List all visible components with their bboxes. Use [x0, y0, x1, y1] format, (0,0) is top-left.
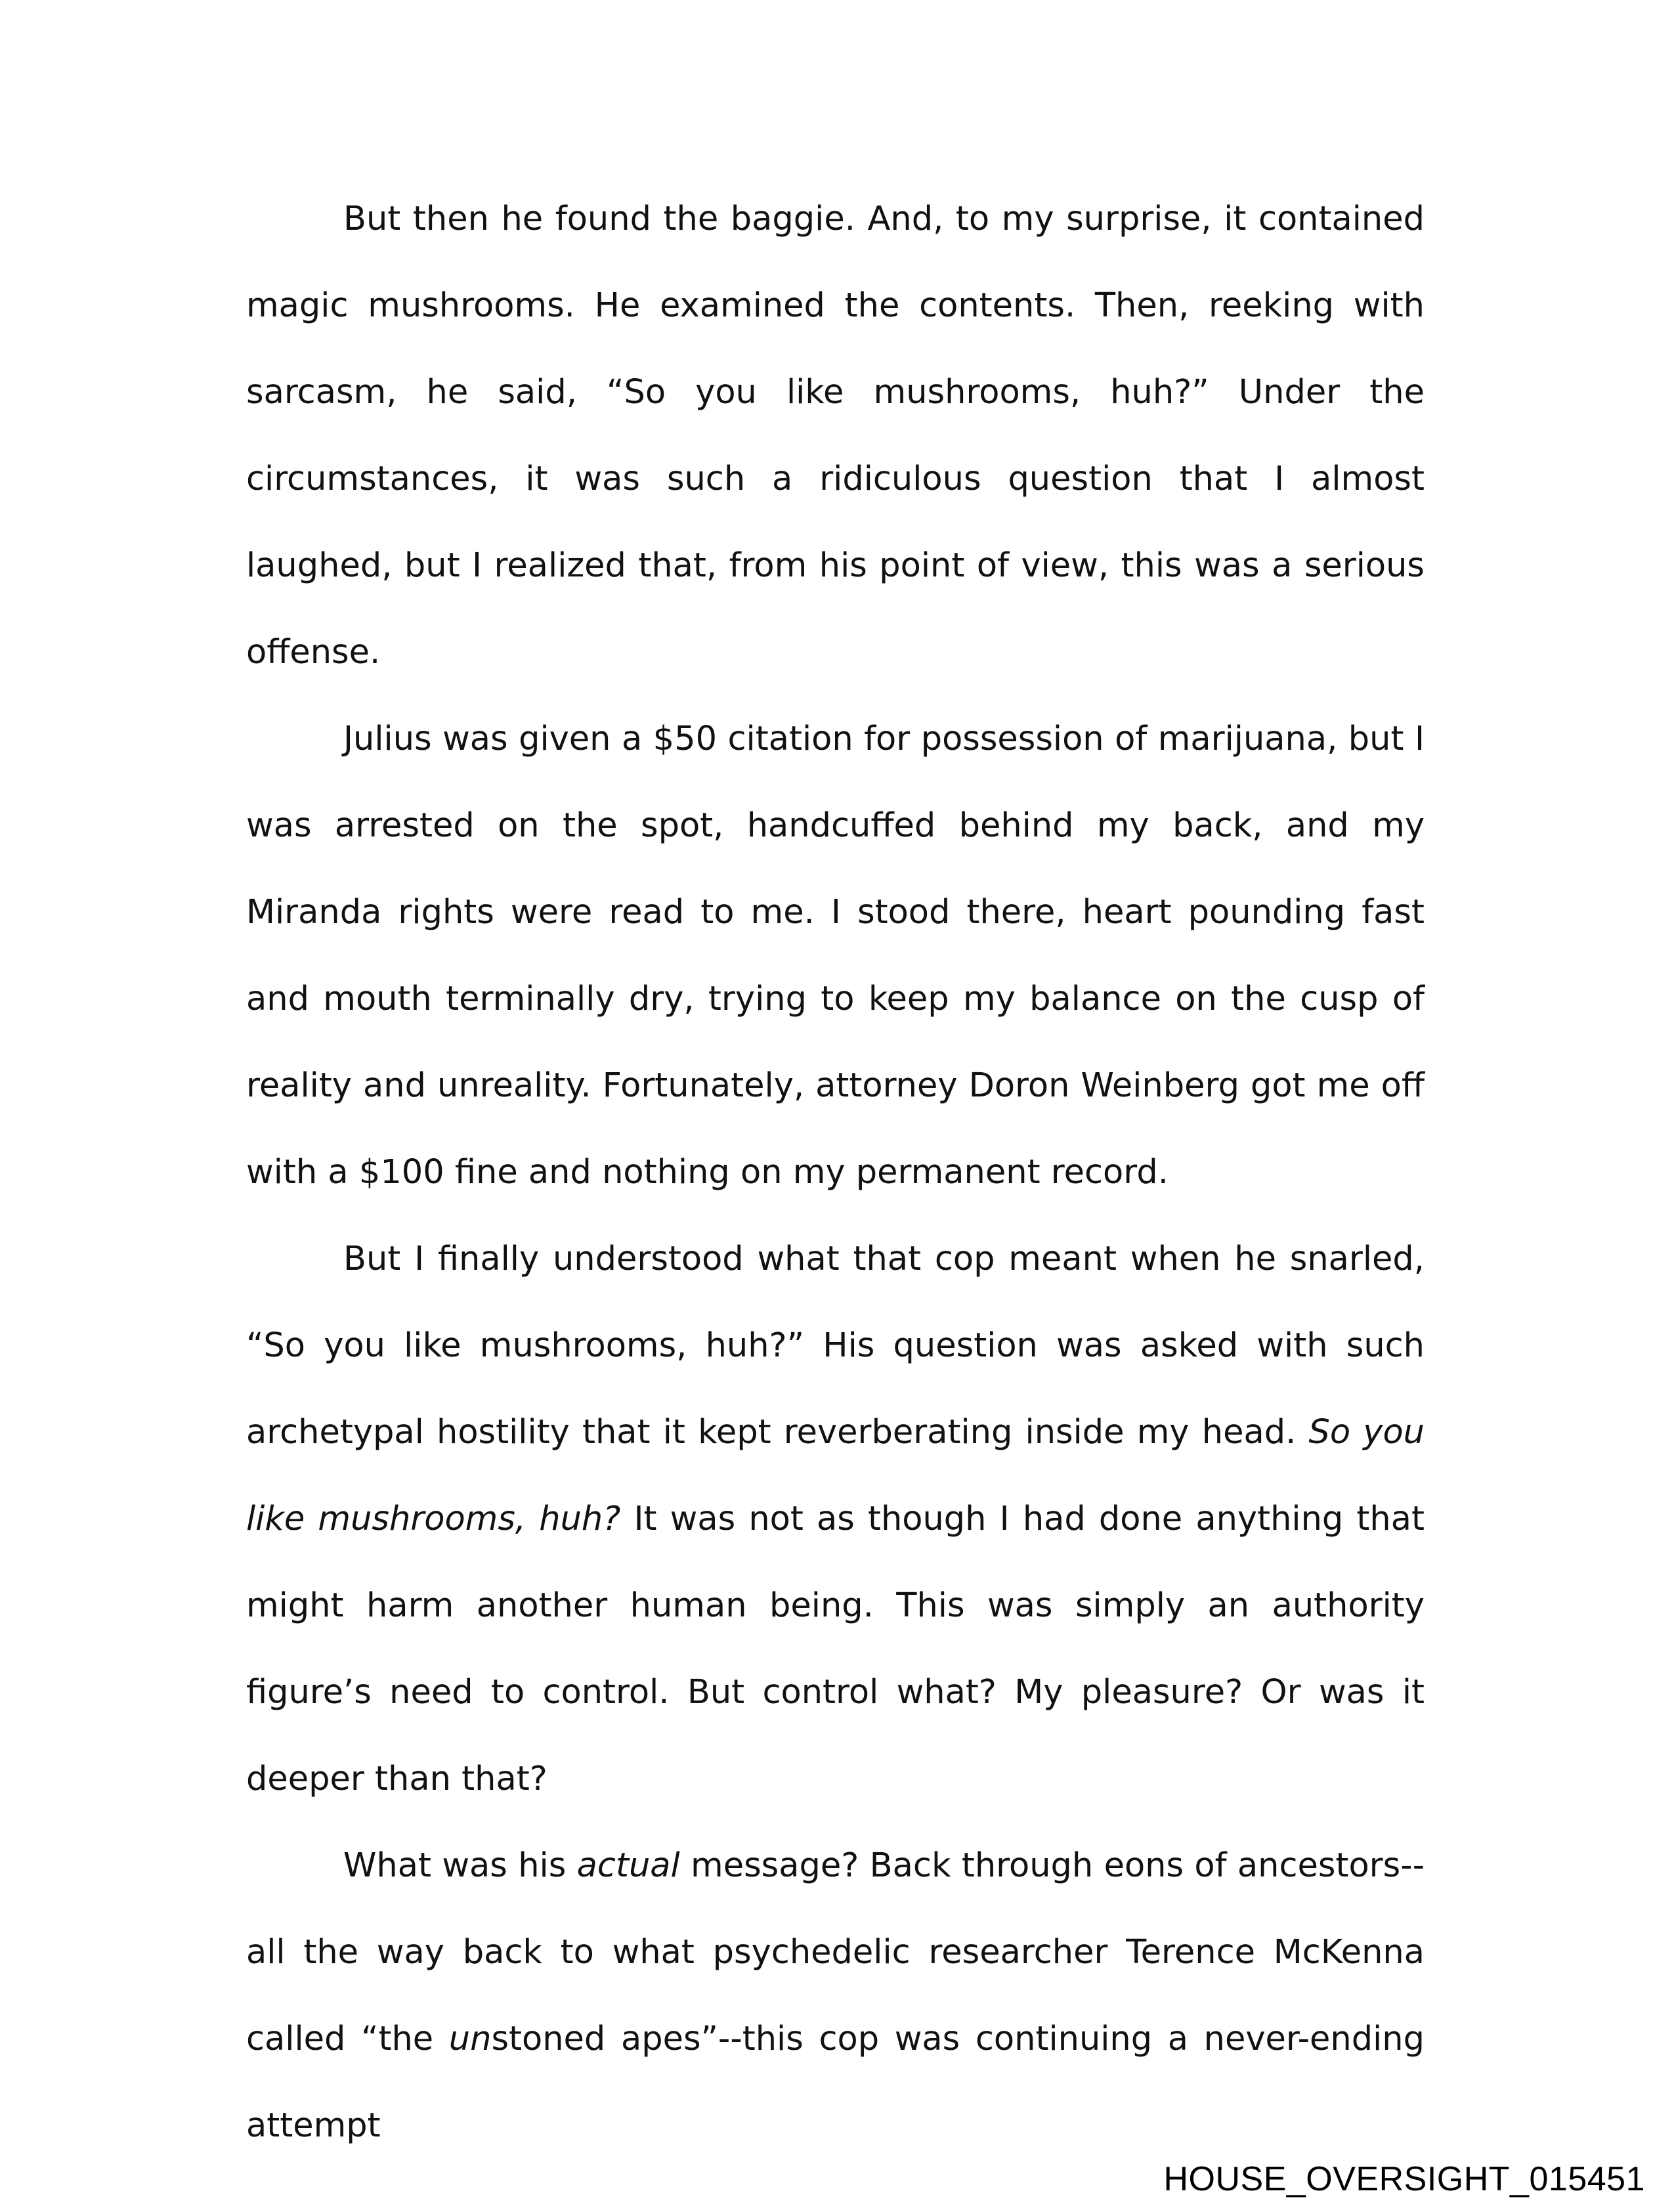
- italic-quote: So you like mushrooms, huh?: [246, 1413, 1425, 1538]
- paragraph-text: But I finally understood what that cop meant when he snarled, “So you like mushrooms, huh?” His question was asked with such archetypal hostility that it kept reverberating inside my head.: [246, 1240, 1425, 1452]
- paragraph-4: [246, 1823, 1425, 2169]
- paragraph-text: What was his: [343, 1846, 577, 1885]
- paragraph-text: message? Back through eons of ancestors--all the way back to what psychedelic researcher Terence McKenna called “the: [246, 1846, 1425, 2058]
- paragraph-1: [246, 176, 1425, 696]
- bates-number: HOUSE_OVERSIGHT_015451: [1163, 2160, 1645, 2198]
- paragraph-text: It was not as though I had done anything that might harm another human being. This was simply an authority figure’s need to control. But control what? My pleasure? Or was it deeper than that?: [246, 1500, 1425, 1798]
- italic-prefix-un: un: [448, 2020, 492, 2058]
- paragraph-text: But then he found the baggie. And, to my surprise, it contained magic mushrooms. He examined the contents. Then, reeking with sarcasm, he said, “So you like mushrooms, huh?” Under the circumstances, it was such a ridiculous question that I almost laughed, but I realized that, from his point of view, this was a serious offense.: [246, 200, 1425, 672]
- paragraph-3: [246, 1216, 1425, 1823]
- paragraph-text: stoned apes”--this cop was continuing a never-ending attempt: [246, 2020, 1425, 2145]
- body-text: [246, 176, 1425, 2169]
- paragraph-2: [246, 696, 1425, 1216]
- italic-word-actual: actual: [576, 1846, 680, 1885]
- paragraph-text: Julius was given a $50 citation for possession of marijuana, but I was arrested on the spot, handcuffed behind my back, and my Miranda rights were read to me. I stood there, heart pounding fast and mouth terminally dry, trying to keep my balance on the cusp of reality and unreality. Fortunately, attorney Doron Weinberg got me off with a $100 fine and nothing on my permanent record.: [246, 720, 1425, 1192]
